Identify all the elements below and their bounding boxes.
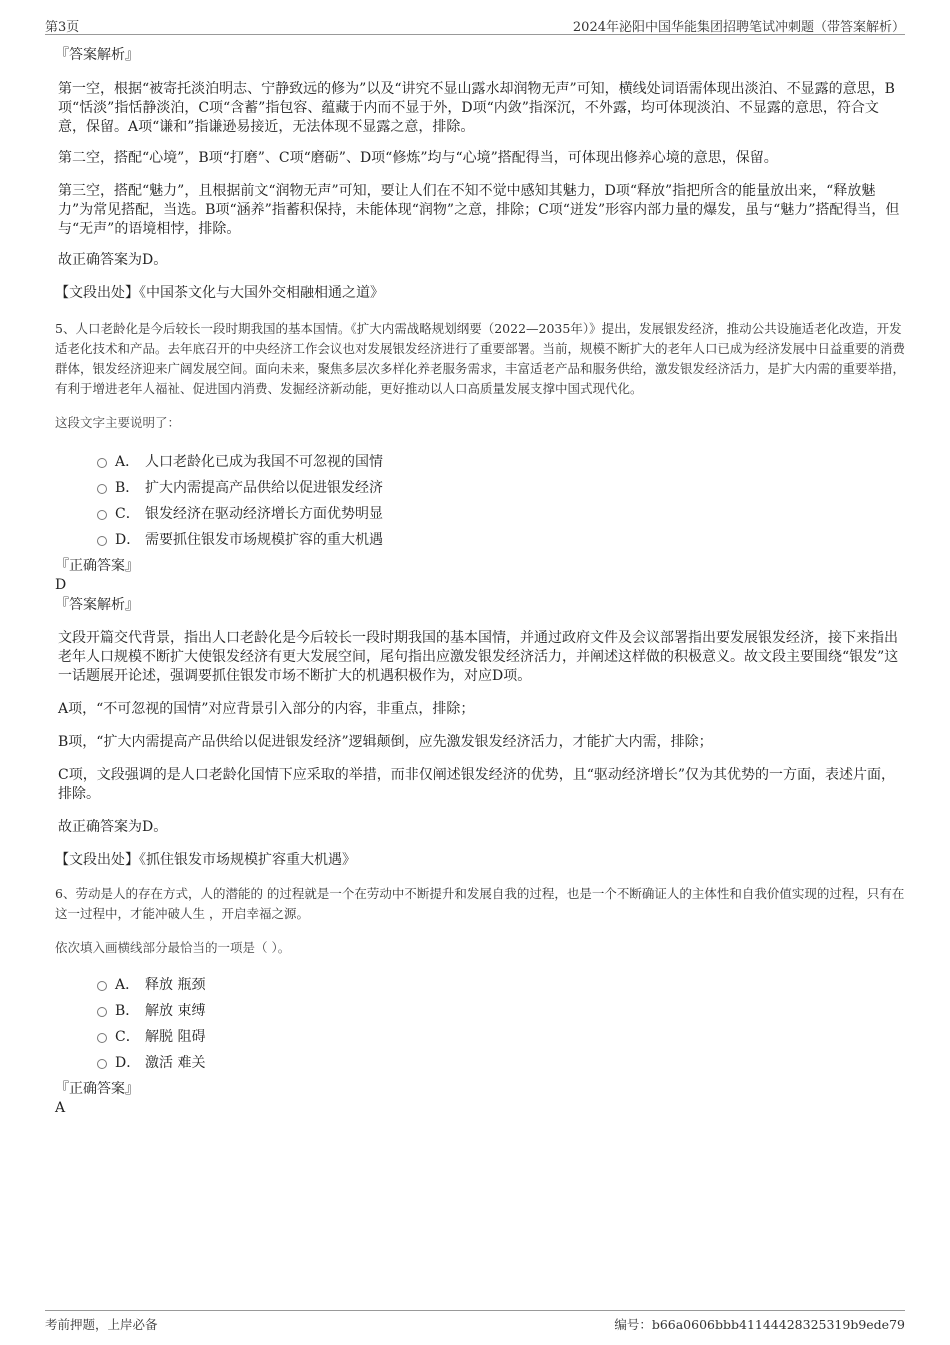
analysis-label: 『答案解析』 — [55, 47, 139, 63]
question-6-text: 6、劳动是人的存在方式，人的潜能的 的过程就是一个在劳动中不断提升和发展自我的过程，也是一个不断确证人的主体性和自我价值实现的过程，只有在这一过程中，才能冲破人生 ，开启幸福之源。 — [55, 886, 905, 921]
analysis-paragraph: 第二空，搭配“心境”，B项“打磨”、C项“磨砺”、D项“修炼”均与“心境”搭配得当，可体现出修养心境的意思，保留。 — [58, 150, 778, 166]
radio-icon[interactable] — [97, 981, 107, 991]
option-a[interactable]: A． 释放 瓶颈 — [55, 972, 905, 998]
radio-icon[interactable] — [97, 1007, 107, 1017]
option-b[interactable]: B． 扩大内需提高产品供给以促进银发经济 — [55, 475, 905, 501]
analysis-paragraph: 第三空，搭配“魅力”，且根据前文“润物无声”可知，要让人们在不知不觉中感知其魅力，D项“释放”指把所含的能量放出来，“释放魅力”为常见搭配，当选。B项“涵养”指蓄积保持，未能体现“润物”之意，排除；C项“迸发”形容内部力量的爆发，虽与“魅力”搭配得当，但与“无声”的语境相悖，排除。 — [58, 183, 900, 237]
radio-icon[interactable] — [97, 1033, 107, 1043]
correct-answer-label: 『正确答案』 — [55, 558, 139, 574]
document-title: 2024年泌阳中国华能集团招聘笔试冲刺题（带答案解析） — [572, 20, 905, 35]
radio-icon[interactable] — [97, 458, 107, 468]
option-a[interactable]: A． 人口老龄化已成为我国不可忽视的国情 — [55, 449, 905, 475]
analysis-label: 『答案解析』 — [55, 597, 139, 613]
correct-answer: A — [55, 1100, 66, 1116]
document-body — [55, 46, 905, 1118]
conclusion: 故正确答案为D。 — [58, 252, 168, 268]
page-footer — [45, 1310, 905, 1331]
page-header — [45, 14, 905, 35]
option-d[interactable]: D． 激活 难关 — [55, 1050, 905, 1076]
question-6-prompt: 依次填入画横线部分最恰当的一项是（ ）。 — [55, 940, 291, 955]
radio-icon[interactable] — [97, 536, 107, 546]
option-d[interactable]: D． 需要抓住银发市场规模扩容的重大机遇 — [55, 527, 905, 553]
analysis-paragraph: C项，文段强调的是人口老龄化国情下应采取的举措，而非仅阐述银发经济的优势，且“驱动经济增长”仅为其优势的一方面，表述片面，排除。 — [58, 767, 896, 802]
source-citation: 【文段出处】《抓住银发市场规模扩容重大机遇》 — [55, 852, 356, 868]
radio-icon[interactable] — [97, 1059, 107, 1069]
conclusion: 故正确答案为D。 — [58, 819, 168, 835]
analysis-paragraph: 文段开篇交代背景，指出人口老龄化是今后较长一段时期我国的基本国情，并通过政府文件及会议部署指出要发展银发经济，接下来指出老年人口规模不断扩大使银发经济有更大发展空间，尾句指出应激发银发经济活力，并阐述这样做的积极意义。故文段主要围绕“银发”这一话题展开论述，强调要抓住银发市场不断扩大的机遇积极作为，对应D项。 — [58, 630, 899, 684]
option-c[interactable]: C． 银发经济在驱动经济增长方面优势明显 — [55, 501, 905, 527]
option-b[interactable]: B． 解放 束缚 — [55, 998, 905, 1024]
document-id: 编号：b66a0606bbb41144428325319b9ede79 — [614, 1317, 905, 1332]
footer-slogan: 考前押题，上岸必备 — [45, 1317, 158, 1332]
correct-answer: D — [55, 577, 67, 593]
page-number: 第3页 — [45, 20, 80, 35]
source-citation: 【文段出处】《中国茶文化与大国外交相融相通之道》 — [55, 285, 384, 301]
correct-answer-label: 『正确答案』 — [55, 1081, 139, 1097]
analysis-paragraph: B项，“扩大内需提高产品供给以促进银发经济”逻辑颠倒，应先激发银发经济活力，才能扩大内需，排除； — [58, 734, 713, 750]
question-5-text: 5、人口老龄化是今后较长一段时期我国的基本国情。《扩大内需战略规划纲要（2022—2035年）》提出，发展银发经济，推动公共设施适老化改造，开发适老化技术和产品。去年底召开的中央经济工作会议也对发展银发经济进行了重要部署。当前，规模不断扩大的老年人口已成为经济发展中日益重要的消费群体，银发经济迎来广阔发展空间。面向未来，聚焦多层次多样化养老服务需求，丰富适老产品和服务供给，激发银发经济活力，是扩大内需的重要举措，有利于增进老年人福祉、促进国内消费、发掘经济新动能，更好推动以人口高质量发展支撑中国式现代化。 — [55, 321, 906, 396]
radio-icon[interactable] — [97, 484, 107, 494]
analysis-paragraph: A项，“不可忽视的国情”对应背景引入部分的内容，非重点，排除； — [58, 701, 475, 717]
question-6-options — [55, 972, 905, 1076]
question-5-prompt: 这段文字主要说明了： — [55, 415, 181, 430]
question-5-options — [55, 449, 905, 553]
radio-icon[interactable] — [97, 510, 107, 520]
analysis-paragraph: 第一空，根据“被寄托淡泊明志、宁静致远的修为”以及“讲究不显山露水却润物无声”可知，横线处词语需体现出淡泊、不显露的意思，B项“恬淡”指恬静淡泊，C项“含蓄”指包容、蕴藏于内而不显于外，D项“内敛”指深沉，不外露，均可体现淡泊、不显露的意思，符合文意，保留。A项“谦和”指谦逊易接近，无法体现不显露之意，排除。 — [58, 81, 895, 135]
option-c[interactable]: C． 解脱 阻碍 — [55, 1024, 905, 1050]
